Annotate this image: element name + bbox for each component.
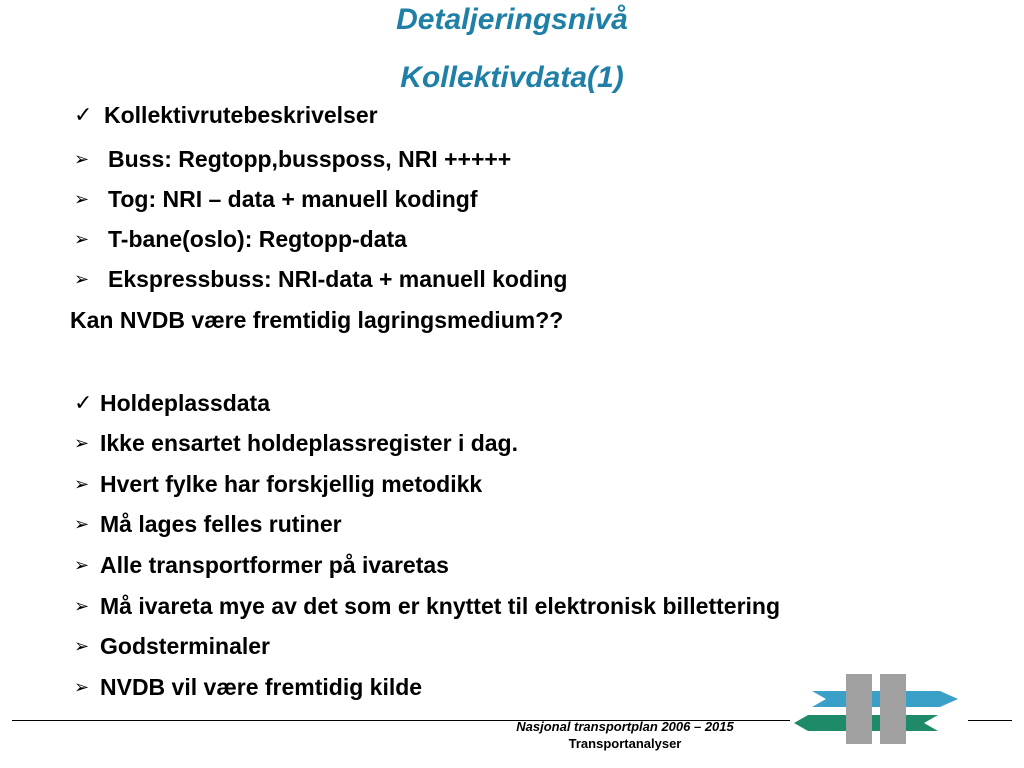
arrow-bullet-icon: ➢ bbox=[74, 595, 90, 616]
arrow-bullet-icon: ➢ bbox=[74, 635, 90, 656]
logo-icon bbox=[790, 672, 960, 746]
check-icon: ✓ bbox=[74, 390, 93, 415]
bullet-item bbox=[74, 426, 518, 460]
arrow-bullet-icon: ➢ bbox=[74, 148, 90, 169]
bullet-item bbox=[74, 589, 780, 623]
arrow-bullet-icon: ➢ bbox=[74, 473, 90, 494]
section-heading-kollektivrute bbox=[74, 98, 378, 132]
section-note bbox=[70, 303, 563, 337]
bullet-item bbox=[74, 142, 511, 176]
bullet-item bbox=[74, 182, 478, 216]
bullet-text: Alle transportformer på ivaretas bbox=[100, 551, 449, 578]
bullet-item bbox=[74, 629, 270, 663]
footer-title: Nasjonal transportplan 2006 – 2015 bbox=[516, 719, 734, 734]
bullet-text: Hvert fylke har forskjellig metodikk bbox=[100, 470, 483, 497]
arrow-bullet-icon: ➢ bbox=[74, 554, 90, 575]
bullet-text: T-bane(oslo): Regtopp-data bbox=[108, 225, 407, 252]
note-text: Kan NVDB være fremtidig lagringsmedium?? bbox=[70, 306, 564, 333]
bullet-text: Må ivareta mye av det som er knyttet til elektronisk billettering bbox=[100, 592, 781, 619]
arrow-bullet-icon: ➢ bbox=[74, 432, 90, 453]
bullet-item bbox=[74, 262, 567, 296]
bullet-item bbox=[74, 548, 449, 582]
arrow-bullet-icon: ➢ bbox=[74, 676, 90, 697]
section-heading-text: Holdeplassdata bbox=[100, 389, 270, 416]
bullet-item bbox=[74, 467, 482, 501]
bullet-item bbox=[74, 507, 342, 541]
bullet-text: Må lages felles rutiner bbox=[100, 510, 342, 537]
bullet-text: NVDB vil være fremtidig kilde bbox=[100, 673, 423, 700]
section-heading-holdeplass bbox=[74, 386, 270, 420]
bullet-text: Ikke ensartet holdeplassregister i dag. bbox=[100, 429, 518, 456]
check-icon: ✓ bbox=[74, 102, 93, 127]
arrow-bullet-icon: ➢ bbox=[74, 268, 90, 289]
footer-rule-right bbox=[968, 720, 1012, 721]
footer-subtitle: Transportanalyser bbox=[568, 736, 682, 751]
bullet-text: Godsterminaler bbox=[100, 632, 270, 659]
slide-title-line1: Detaljeringsnivå bbox=[396, 3, 628, 36]
arrow-bullet-icon: ➢ bbox=[74, 513, 90, 534]
bullet-text: Tog: NRI – data + manuell kodingf bbox=[108, 185, 478, 212]
arrow-bullet-icon: ➢ bbox=[74, 228, 90, 249]
section-heading-text: Kollektivrutebeskrivelser bbox=[104, 101, 378, 128]
bullet-text: Buss: Regtopp,bussposs, NRI +++++ bbox=[108, 145, 512, 172]
bullet-item bbox=[74, 222, 407, 256]
slide-title-line2: Kollektivdata(1) bbox=[400, 61, 624, 94]
arrow-bullet-icon: ➢ bbox=[74, 188, 90, 209]
bullet-item bbox=[74, 670, 422, 704]
bullet-text: Ekspressbuss: NRI-data + manuell koding bbox=[108, 265, 568, 292]
